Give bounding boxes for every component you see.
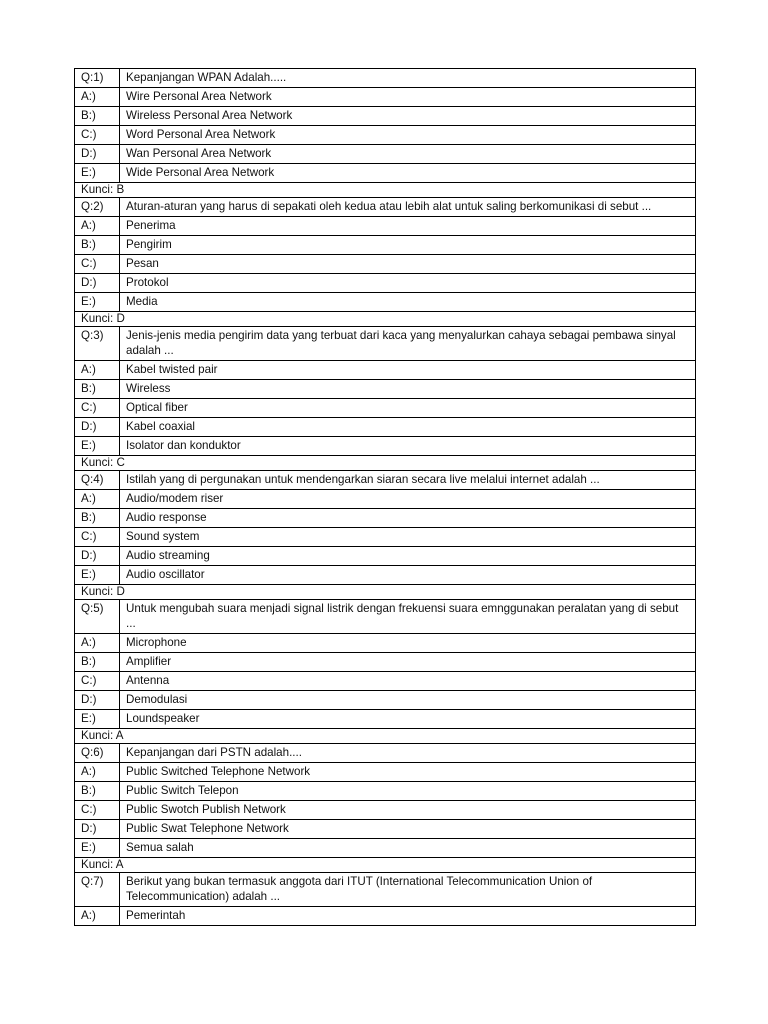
- answer-key: Kunci: D: [75, 312, 696, 327]
- option-row: [75, 380, 696, 399]
- option-label: D:): [75, 274, 120, 293]
- option-row: [75, 399, 696, 418]
- option-label: A:): [75, 763, 120, 782]
- option-text: Pesan: [120, 255, 696, 274]
- answer-key: Kunci: A: [75, 729, 696, 744]
- answer-key-row: [75, 585, 696, 600]
- quiz-table: [74, 68, 696, 926]
- option-text: Audio/modem riser: [120, 490, 696, 509]
- question-row: [75, 600, 696, 634]
- question-row: [75, 69, 696, 88]
- option-label: D:): [75, 820, 120, 839]
- option-row: [75, 418, 696, 437]
- quiz-table-body: [75, 69, 696, 926]
- option-text: Antenna: [120, 672, 696, 691]
- option-row: [75, 528, 696, 547]
- option-row: [75, 672, 696, 691]
- option-text: Isolator dan konduktor: [120, 437, 696, 456]
- option-label: E:): [75, 839, 120, 858]
- answer-key: Kunci: A: [75, 858, 696, 873]
- option-label: B:): [75, 107, 120, 126]
- question-number: Q:1): [75, 69, 120, 88]
- option-text: Semua salah: [120, 839, 696, 858]
- option-row: [75, 255, 696, 274]
- option-text: Optical fiber: [120, 399, 696, 418]
- option-label: C:): [75, 126, 120, 145]
- answer-key-row: [75, 858, 696, 873]
- option-text: Pengirim: [120, 236, 696, 255]
- option-label: B:): [75, 236, 120, 255]
- option-text: Media: [120, 293, 696, 312]
- question-row: [75, 327, 696, 361]
- option-text: Audio oscillator: [120, 566, 696, 585]
- option-row: [75, 710, 696, 729]
- question-number: Q:4): [75, 471, 120, 490]
- answer-key-row: [75, 312, 696, 327]
- option-text: Sound system: [120, 528, 696, 547]
- option-label: E:): [75, 566, 120, 585]
- option-label: A:): [75, 490, 120, 509]
- option-label: C:): [75, 255, 120, 274]
- option-text: Wire Personal Area Network: [120, 88, 696, 107]
- option-row: [75, 839, 696, 858]
- option-label: B:): [75, 509, 120, 528]
- option-text: Amplifier: [120, 653, 696, 672]
- option-row: [75, 217, 696, 236]
- option-text: Audio response: [120, 509, 696, 528]
- option-row: [75, 547, 696, 566]
- option-text: Word Personal Area Network: [120, 126, 696, 145]
- option-label: A:): [75, 907, 120, 926]
- option-text: Public Switched Telephone Network: [120, 763, 696, 782]
- option-text: Microphone: [120, 634, 696, 653]
- option-text: Wireless Personal Area Network: [120, 107, 696, 126]
- option-label: A:): [75, 361, 120, 380]
- option-row: [75, 236, 696, 255]
- answer-key-row: [75, 729, 696, 744]
- option-label: D:): [75, 145, 120, 164]
- option-label: C:): [75, 528, 120, 547]
- option-row: [75, 907, 696, 926]
- option-row: [75, 274, 696, 293]
- option-label: B:): [75, 653, 120, 672]
- answer-key-row: [75, 183, 696, 198]
- option-text: Public Switch Telepon: [120, 782, 696, 801]
- option-label: E:): [75, 293, 120, 312]
- option-label: A:): [75, 217, 120, 236]
- question-number: Q:7): [75, 873, 120, 907]
- option-text: Public Swotch Publish Network: [120, 801, 696, 820]
- option-text: Wide Personal Area Network: [120, 164, 696, 183]
- question-text: Istilah yang di pergunakan untuk mendengarkan siaran secara live melalui internet adalah ...: [120, 471, 696, 490]
- question-number: Q:6): [75, 744, 120, 763]
- option-text: Penerima: [120, 217, 696, 236]
- option-row: [75, 801, 696, 820]
- option-row: [75, 126, 696, 145]
- answer-key-row: [75, 456, 696, 471]
- option-row: [75, 164, 696, 183]
- option-text: Wan Personal Area Network: [120, 145, 696, 164]
- question-text: Kepanjangan dari PSTN adalah....: [120, 744, 696, 763]
- option-row: [75, 763, 696, 782]
- question-text: Berikut yang bukan termasuk anggota dari ITUT (International Telecommunication Union of Telecommunication) adalah ...: [120, 873, 696, 907]
- option-row: [75, 566, 696, 585]
- option-row: [75, 490, 696, 509]
- option-label: E:): [75, 437, 120, 456]
- option-text: Audio streaming: [120, 547, 696, 566]
- option-label: D:): [75, 418, 120, 437]
- answer-key: Kunci: D: [75, 585, 696, 600]
- option-label: C:): [75, 399, 120, 418]
- option-text: Demodulasi: [120, 691, 696, 710]
- option-label: E:): [75, 164, 120, 183]
- question-text: Aturan-aturan yang harus di sepakati oleh kedua atau lebih alat untuk saling berkomunikasi di sebut ...: [120, 198, 696, 217]
- option-label: C:): [75, 672, 120, 691]
- option-label: B:): [75, 380, 120, 399]
- option-label: B:): [75, 782, 120, 801]
- option-row: [75, 782, 696, 801]
- option-text: Kabel coaxial: [120, 418, 696, 437]
- option-label: A:): [75, 634, 120, 653]
- option-row: [75, 509, 696, 528]
- option-label: D:): [75, 691, 120, 710]
- question-number: Q:3): [75, 327, 120, 361]
- question-number: Q:2): [75, 198, 120, 217]
- option-row: [75, 361, 696, 380]
- option-row: [75, 293, 696, 312]
- option-text: Kabel twisted pair: [120, 361, 696, 380]
- option-text: Protokol: [120, 274, 696, 293]
- option-text: Public Swat Telephone Network: [120, 820, 696, 839]
- option-text: Wireless: [120, 380, 696, 399]
- question-row: [75, 873, 696, 907]
- option-row: [75, 691, 696, 710]
- option-label: E:): [75, 710, 120, 729]
- question-number: Q:5): [75, 600, 120, 634]
- option-row: [75, 145, 696, 164]
- option-row: [75, 634, 696, 653]
- option-label: D:): [75, 547, 120, 566]
- question-text: Untuk mengubah suara menjadi signal listrik dengan frekuensi suara emnggunakan peralatan yang di sebut ...: [120, 600, 696, 634]
- option-label: C:): [75, 801, 120, 820]
- option-row: [75, 107, 696, 126]
- answer-key: Kunci: C: [75, 456, 696, 471]
- answer-key: Kunci: B: [75, 183, 696, 198]
- question-row: [75, 198, 696, 217]
- option-text: Loundspeaker: [120, 710, 696, 729]
- question-row: [75, 744, 696, 763]
- option-row: [75, 653, 696, 672]
- option-row: [75, 437, 696, 456]
- question-row: [75, 471, 696, 490]
- option-label: A:): [75, 88, 120, 107]
- option-row: [75, 820, 696, 839]
- option-text: Pemerintah: [120, 907, 696, 926]
- question-text: Kepanjangan WPAN Adalah.....: [120, 69, 696, 88]
- question-text: Jenis-jenis media pengirim data yang terbuat dari kaca yang menyalurkan cahaya sebagai pembawa sinyal adalah ...: [120, 327, 696, 361]
- option-row: [75, 88, 696, 107]
